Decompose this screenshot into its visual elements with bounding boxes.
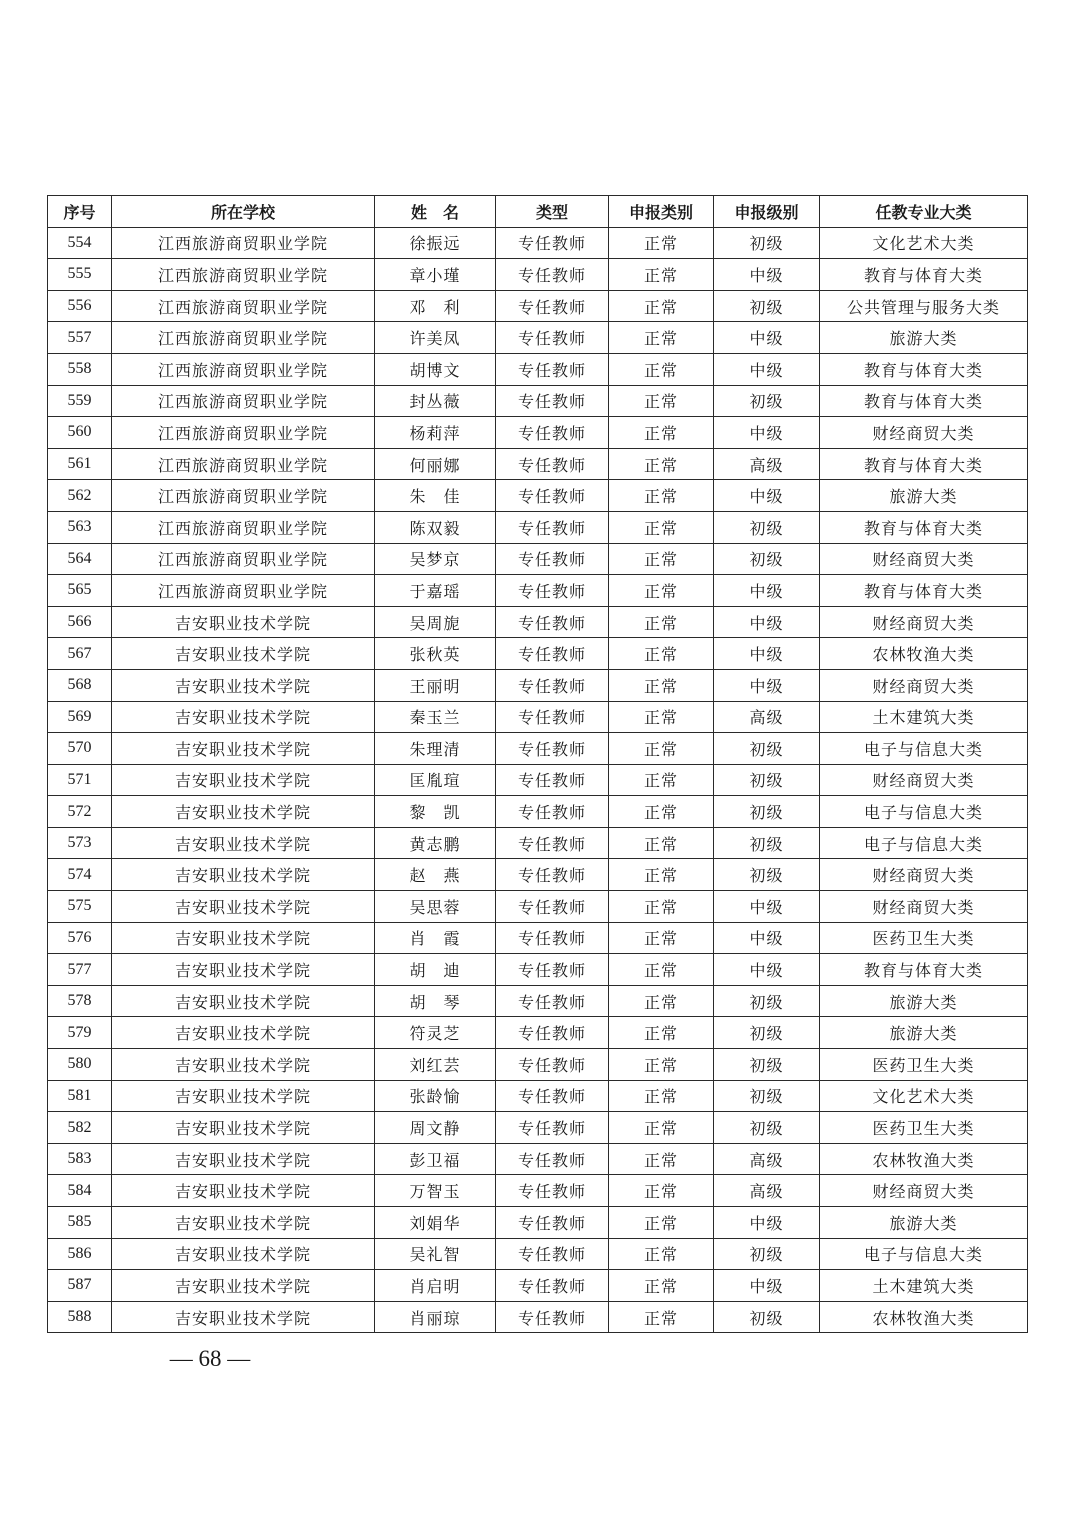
cell-application-category: 正常 (609, 1017, 714, 1049)
cell-name: 胡 迪 (375, 954, 496, 986)
cell-name: 符灵芝 (375, 1017, 496, 1049)
cell-application-level: 中级 (714, 353, 820, 385)
cell-school: 吉安职业技术学院 (112, 1175, 375, 1207)
cell-serial-no: 561 (48, 448, 112, 480)
cell-major-category: 旅游大类 (820, 985, 1028, 1017)
cell-application-category: 正常 (609, 922, 714, 954)
cell-name: 赵 燕 (375, 859, 496, 891)
cell-name: 陈双毅 (375, 511, 496, 543)
cell-serial-no: 557 (48, 322, 112, 354)
header-name: 姓 名 (375, 196, 496, 228)
cell-application-category: 正常 (609, 511, 714, 543)
cell-type: 专任教师 (496, 922, 609, 954)
cell-major-category: 教育与体育大类 (820, 259, 1028, 291)
table-row (48, 543, 1028, 575)
table-row (48, 322, 1028, 354)
cell-application-category: 正常 (609, 1143, 714, 1175)
cell-major-category: 电子与信息大类 (820, 1238, 1028, 1270)
cell-application-level: 初级 (714, 290, 820, 322)
cell-school: 吉安职业技术学院 (112, 764, 375, 796)
cell-major-category: 医药卫生大类 (820, 1112, 1028, 1144)
table-row (48, 985, 1028, 1017)
cell-application-level: 高级 (714, 1143, 820, 1175)
cell-type: 专任教师 (496, 606, 609, 638)
cell-serial-no: 558 (48, 353, 112, 385)
cell-serial-no: 569 (48, 701, 112, 733)
cell-application-level: 初级 (714, 1238, 820, 1270)
cell-serial-no: 559 (48, 385, 112, 417)
table-row (48, 1049, 1028, 1081)
table-row (48, 448, 1028, 480)
cell-school: 吉安职业技术学院 (112, 701, 375, 733)
table-row (48, 891, 1028, 923)
cell-application-category: 正常 (609, 480, 714, 512)
cell-application-level: 初级 (714, 1080, 820, 1112)
cell-type: 专任教师 (496, 1238, 609, 1270)
table-row (48, 1175, 1028, 1207)
table-row (48, 1112, 1028, 1144)
cell-serial-no: 577 (48, 954, 112, 986)
cell-application-level: 初级 (714, 1017, 820, 1049)
cell-major-category: 财经商贸大类 (820, 859, 1028, 891)
cell-type: 专任教师 (496, 764, 609, 796)
cell-name: 张秋英 (375, 638, 496, 670)
cell-application-level: 初级 (714, 227, 820, 259)
cell-type: 专任教师 (496, 1175, 609, 1207)
cell-major-category: 文化艺术大类 (820, 227, 1028, 259)
cell-application-category: 正常 (609, 638, 714, 670)
cell-serial-no: 564 (48, 543, 112, 575)
table-row (48, 1270, 1028, 1302)
cell-application-level: 初级 (714, 1049, 820, 1081)
cell-major-category: 农林牧渔大类 (820, 638, 1028, 670)
cell-type: 专任教师 (496, 638, 609, 670)
table-row (48, 922, 1028, 954)
cell-application-level: 中级 (714, 1270, 820, 1302)
cell-application-category: 正常 (609, 669, 714, 701)
cell-application-category: 正常 (609, 543, 714, 575)
cell-major-category: 农林牧渔大类 (820, 1301, 1028, 1333)
cell-name: 吴思蓉 (375, 891, 496, 923)
cell-application-level: 中级 (714, 954, 820, 986)
cell-major-category: 教育与体育大类 (820, 511, 1028, 543)
cell-application-category: 正常 (609, 733, 714, 765)
cell-application-category: 正常 (609, 796, 714, 828)
cell-type: 专任教师 (496, 733, 609, 765)
table-row (48, 954, 1028, 986)
cell-type: 专任教师 (496, 353, 609, 385)
cell-major-category: 旅游大类 (820, 1207, 1028, 1239)
header-application-category: 申报类别 (609, 196, 714, 228)
cell-application-category: 正常 (609, 1207, 714, 1239)
table-row (48, 638, 1028, 670)
cell-name: 刘红芸 (375, 1049, 496, 1081)
cell-school: 吉安职业技术学院 (112, 1238, 375, 1270)
cell-school: 吉安职业技术学院 (112, 1301, 375, 1333)
cell-type: 专任教师 (496, 1112, 609, 1144)
cell-name: 于嘉瑶 (375, 575, 496, 607)
cell-application-level: 初级 (714, 985, 820, 1017)
cell-type: 专任教师 (496, 417, 609, 449)
table-row (48, 575, 1028, 607)
cell-application-category: 正常 (609, 1080, 714, 1112)
cell-school: 吉安职业技术学院 (112, 796, 375, 828)
cell-application-category: 正常 (609, 322, 714, 354)
cell-application-level: 高级 (714, 448, 820, 480)
cell-application-level: 中级 (714, 322, 820, 354)
cell-school: 吉安职业技术学院 (112, 733, 375, 765)
cell-major-category: 财经商贸大类 (820, 543, 1028, 575)
cell-serial-no: 565 (48, 575, 112, 607)
cell-application-level: 初级 (714, 543, 820, 575)
cell-type: 专任教师 (496, 511, 609, 543)
cell-name: 朱 佳 (375, 480, 496, 512)
cell-application-level: 中级 (714, 638, 820, 670)
cell-major-category: 土木建筑大类 (820, 701, 1028, 733)
cell-major-category: 教育与体育大类 (820, 575, 1028, 607)
cell-name: 秦玉兰 (375, 701, 496, 733)
cell-application-level: 中级 (714, 417, 820, 449)
cell-major-category: 旅游大类 (820, 1017, 1028, 1049)
cell-application-category: 正常 (609, 575, 714, 607)
cell-name: 王丽明 (375, 669, 496, 701)
cell-name: 黄志鹏 (375, 827, 496, 859)
table-row (48, 227, 1028, 259)
table-row (48, 1301, 1028, 1333)
table-row (48, 796, 1028, 828)
cell-application-category: 正常 (609, 1112, 714, 1144)
cell-school: 吉安职业技术学院 (112, 922, 375, 954)
cell-major-category: 电子与信息大类 (820, 796, 1028, 828)
cell-application-category: 正常 (609, 385, 714, 417)
teacher-roster-table (47, 195, 1028, 1333)
cell-type: 专任教师 (496, 827, 609, 859)
cell-school: 江西旅游商贸职业学院 (112, 575, 375, 607)
cell-major-category: 土木建筑大类 (820, 1270, 1028, 1302)
cell-application-level: 初级 (714, 827, 820, 859)
cell-application-category: 正常 (609, 1175, 714, 1207)
cell-application-level: 初级 (714, 796, 820, 828)
cell-application-category: 正常 (609, 859, 714, 891)
cell-type: 专任教师 (496, 543, 609, 575)
cell-serial-no: 581 (48, 1080, 112, 1112)
cell-type: 专任教师 (496, 448, 609, 480)
cell-type: 专任教师 (496, 1301, 609, 1333)
cell-application-level: 初级 (714, 1301, 820, 1333)
cell-major-category: 电子与信息大类 (820, 733, 1028, 765)
table-row (48, 353, 1028, 385)
cell-school: 江西旅游商贸职业学院 (112, 417, 375, 449)
cell-major-category: 旅游大类 (820, 480, 1028, 512)
cell-type: 专任教师 (496, 385, 609, 417)
table-body (48, 227, 1028, 1333)
table-row (48, 1017, 1028, 1049)
cell-serial-no: 560 (48, 417, 112, 449)
table-row (48, 827, 1028, 859)
cell-serial-no: 578 (48, 985, 112, 1017)
cell-type: 专任教师 (496, 1207, 609, 1239)
cell-application-level: 初级 (714, 511, 820, 543)
page-number: — 68 — (169, 1346, 251, 1371)
cell-name: 肖丽琼 (375, 1301, 496, 1333)
cell-type: 专任教师 (496, 480, 609, 512)
cell-name: 章小瑾 (375, 259, 496, 291)
cell-school: 吉安职业技术学院 (112, 954, 375, 986)
cell-name: 许美凤 (375, 322, 496, 354)
cell-name: 刘娟华 (375, 1207, 496, 1239)
cell-type: 专任教师 (496, 1080, 609, 1112)
cell-serial-no: 574 (48, 859, 112, 891)
cell-name: 杨莉萍 (375, 417, 496, 449)
cell-major-category: 公共管理与服务大类 (820, 290, 1028, 322)
cell-major-category: 教育与体育大类 (820, 448, 1028, 480)
table-header-row (48, 196, 1028, 228)
table-row (48, 1143, 1028, 1175)
cell-school: 江西旅游商贸职业学院 (112, 227, 375, 259)
cell-school: 江西旅游商贸职业学院 (112, 448, 375, 480)
cell-type: 专任教师 (496, 1270, 609, 1302)
cell-serial-no: 567 (48, 638, 112, 670)
cell-name: 邓 利 (375, 290, 496, 322)
header-application-level: 申报级别 (714, 196, 820, 228)
table-row (48, 859, 1028, 891)
cell-serial-no: 570 (48, 733, 112, 765)
cell-name: 肖启明 (375, 1270, 496, 1302)
cell-serial-no: 555 (48, 259, 112, 291)
cell-application-category: 正常 (609, 1049, 714, 1081)
header-type: 类型 (496, 196, 609, 228)
cell-application-level: 高级 (714, 701, 820, 733)
cell-application-level: 中级 (714, 259, 820, 291)
cell-name: 张龄愉 (375, 1080, 496, 1112)
cell-application-category: 正常 (609, 1301, 714, 1333)
cell-application-category: 正常 (609, 290, 714, 322)
cell-serial-no: 556 (48, 290, 112, 322)
cell-school: 吉安职业技术学院 (112, 1270, 375, 1302)
cell-application-level: 中级 (714, 606, 820, 638)
cell-application-category: 正常 (609, 417, 714, 449)
table-row (48, 417, 1028, 449)
cell-major-category: 电子与信息大类 (820, 827, 1028, 859)
cell-name: 何丽娜 (375, 448, 496, 480)
cell-application-category: 正常 (609, 1238, 714, 1270)
cell-application-level: 初级 (714, 764, 820, 796)
cell-serial-no: 571 (48, 764, 112, 796)
cell-type: 专任教师 (496, 322, 609, 354)
cell-application-category: 正常 (609, 1270, 714, 1302)
cell-application-category: 正常 (609, 764, 714, 796)
cell-name: 吴礼智 (375, 1238, 496, 1270)
header-major-category: 任教专业大类 (820, 196, 1028, 228)
cell-major-category: 财经商贸大类 (820, 764, 1028, 796)
cell-school: 江西旅游商贸职业学院 (112, 353, 375, 385)
header-serial-no: 序号 (48, 196, 112, 228)
cell-serial-no: 563 (48, 511, 112, 543)
cell-name: 周文静 (375, 1112, 496, 1144)
table-row (48, 606, 1028, 638)
cell-type: 专任教师 (496, 796, 609, 828)
cell-major-category: 医药卫生大类 (820, 1049, 1028, 1081)
table-row (48, 701, 1028, 733)
cell-school: 吉安职业技术学院 (112, 606, 375, 638)
cell-serial-no: 580 (48, 1049, 112, 1081)
cell-name: 封丛薇 (375, 385, 496, 417)
table-row (48, 259, 1028, 291)
cell-name: 朱理清 (375, 733, 496, 765)
table-row (48, 1238, 1028, 1270)
cell-serial-no: 562 (48, 480, 112, 512)
cell-school: 江西旅游商贸职业学院 (112, 543, 375, 575)
cell-school: 吉安职业技术学院 (112, 1017, 375, 1049)
table-row (48, 733, 1028, 765)
cell-application-level: 中级 (714, 891, 820, 923)
cell-school: 江西旅游商贸职业学院 (112, 322, 375, 354)
cell-school: 吉安职业技术学院 (112, 891, 375, 923)
cell-type: 专任教师 (496, 290, 609, 322)
cell-name: 吴周旎 (375, 606, 496, 638)
cell-application-category: 正常 (609, 985, 714, 1017)
cell-application-level: 中级 (714, 669, 820, 701)
cell-serial-no: 576 (48, 922, 112, 954)
cell-school: 吉安职业技术学院 (112, 1080, 375, 1112)
cell-application-category: 正常 (609, 891, 714, 923)
cell-serial-no: 586 (48, 1238, 112, 1270)
cell-type: 专任教师 (496, 985, 609, 1017)
cell-school: 吉安职业技术学院 (112, 985, 375, 1017)
cell-application-level: 中级 (714, 575, 820, 607)
table-row (48, 511, 1028, 543)
cell-name: 万智玉 (375, 1175, 496, 1207)
cell-school: 吉安职业技术学院 (112, 638, 375, 670)
cell-school: 吉安职业技术学院 (112, 669, 375, 701)
cell-name: 肖 霞 (375, 922, 496, 954)
table-row (48, 764, 1028, 796)
table-row (48, 290, 1028, 322)
cell-major-category: 教育与体育大类 (820, 353, 1028, 385)
cell-school: 江西旅游商贸职业学院 (112, 480, 375, 512)
cell-major-category: 医药卫生大类 (820, 922, 1028, 954)
table-row (48, 385, 1028, 417)
cell-school: 吉安职业技术学院 (112, 1049, 375, 1081)
cell-type: 专任教师 (496, 859, 609, 891)
cell-application-level: 初级 (714, 859, 820, 891)
cell-school: 江西旅游商贸职业学院 (112, 511, 375, 543)
cell-school: 江西旅游商贸职业学院 (112, 290, 375, 322)
cell-school: 江西旅游商贸职业学院 (112, 259, 375, 291)
cell-name: 匡胤瑄 (375, 764, 496, 796)
table-row (48, 1080, 1028, 1112)
cell-major-category: 文化艺术大类 (820, 1080, 1028, 1112)
cell-serial-no: 575 (48, 891, 112, 923)
table-row (48, 1207, 1028, 1239)
cell-application-level: 中级 (714, 480, 820, 512)
cell-name: 胡 琴 (375, 985, 496, 1017)
cell-major-category: 教育与体育大类 (820, 954, 1028, 986)
cell-application-level: 中级 (714, 1207, 820, 1239)
cell-application-category: 正常 (609, 827, 714, 859)
table-row (48, 669, 1028, 701)
cell-major-category: 财经商贸大类 (820, 606, 1028, 638)
cell-major-category: 教育与体育大类 (820, 385, 1028, 417)
cell-type: 专任教师 (496, 669, 609, 701)
cell-type: 专任教师 (496, 1143, 609, 1175)
cell-serial-no: 579 (48, 1017, 112, 1049)
cell-serial-no: 572 (48, 796, 112, 828)
cell-school: 吉安职业技术学院 (112, 1112, 375, 1144)
cell-type: 专任教师 (496, 954, 609, 986)
cell-type: 专任教师 (496, 1049, 609, 1081)
cell-application-level: 初级 (714, 385, 820, 417)
cell-application-category: 正常 (609, 954, 714, 986)
cell-application-level: 初级 (714, 733, 820, 765)
cell-major-category: 旅游大类 (820, 322, 1028, 354)
cell-school: 吉安职业技术学院 (112, 859, 375, 891)
cell-serial-no: 566 (48, 606, 112, 638)
cell-application-category: 正常 (609, 227, 714, 259)
cell-serial-no: 573 (48, 827, 112, 859)
cell-name: 彭卫福 (375, 1143, 496, 1175)
cell-type: 专任教师 (496, 259, 609, 291)
cell-name: 黎 凯 (375, 796, 496, 828)
cell-school: 吉安职业技术学院 (112, 1207, 375, 1239)
cell-type: 专任教师 (496, 891, 609, 923)
cell-school: 吉安职业技术学院 (112, 827, 375, 859)
cell-serial-no: 588 (48, 1301, 112, 1333)
cell-application-category: 正常 (609, 259, 714, 291)
cell-serial-no: 584 (48, 1175, 112, 1207)
cell-serial-no: 568 (48, 669, 112, 701)
cell-major-category: 财经商贸大类 (820, 1175, 1028, 1207)
cell-serial-no: 587 (48, 1270, 112, 1302)
cell-major-category: 财经商贸大类 (820, 669, 1028, 701)
cell-type: 专任教师 (496, 701, 609, 733)
cell-application-category: 正常 (609, 353, 714, 385)
cell-type: 专任教师 (496, 575, 609, 607)
cell-school: 吉安职业技术学院 (112, 1143, 375, 1175)
table-row (48, 480, 1028, 512)
cell-major-category: 财经商贸大类 (820, 891, 1028, 923)
cell-type: 专任教师 (496, 227, 609, 259)
cell-serial-no: 583 (48, 1143, 112, 1175)
cell-school: 江西旅游商贸职业学院 (112, 385, 375, 417)
cell-major-category: 农林牧渔大类 (820, 1143, 1028, 1175)
cell-name: 徐振远 (375, 227, 496, 259)
cell-serial-no: 582 (48, 1112, 112, 1144)
cell-name: 吴梦京 (375, 543, 496, 575)
cell-major-category: 财经商贸大类 (820, 417, 1028, 449)
cell-application-category: 正常 (609, 701, 714, 733)
cell-application-category: 正常 (609, 448, 714, 480)
cell-serial-no: 554 (48, 227, 112, 259)
cell-serial-no: 585 (48, 1207, 112, 1239)
cell-name: 胡博文 (375, 353, 496, 385)
cell-application-level: 中级 (714, 922, 820, 954)
cell-application-level: 高级 (714, 1175, 820, 1207)
cell-type: 专任教师 (496, 1017, 609, 1049)
cell-application-category: 正常 (609, 606, 714, 638)
header-school: 所在学校 (112, 196, 375, 228)
cell-application-level: 初级 (714, 1112, 820, 1144)
